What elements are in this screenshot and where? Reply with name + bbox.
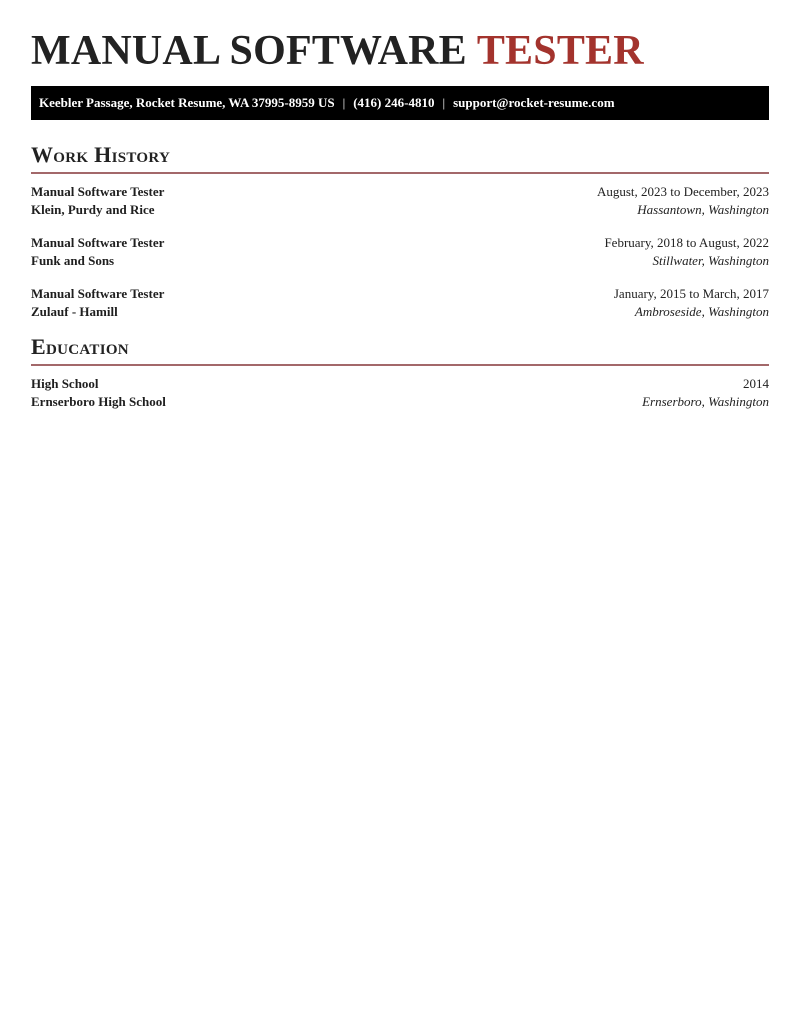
name-accent: TESTER (476, 28, 644, 74)
resume-name (31, 0, 769, 73)
job-company: Zulauf - Hamill (31, 303, 118, 319)
job-company: Klein, Purdy and Rice (31, 201, 155, 217)
education-degree: High School (31, 376, 99, 391)
job-dates: January, 2015 to March, 2017 (613, 286, 769, 301)
job-dates: August, 2023 to December, 2023 (596, 184, 769, 199)
contact-address: Keebler Passage, Rocket Resume, WA 37995-8959 US (39, 95, 335, 110)
work-entry (31, 183, 769, 218)
education-year: 2014 (743, 376, 769, 391)
contact-phone: (416) 246-4810 (353, 95, 435, 110)
resume-page (31, 0, 769, 410)
work-entry (31, 285, 769, 320)
education-entry (31, 375, 769, 410)
section-title-work-history: Work History (31, 142, 171, 167)
contact-email: support@rocket-resume.com (453, 95, 615, 110)
section-divider (31, 364, 769, 366)
work-history-list (31, 183, 769, 320)
job-position: Manual Software Tester (31, 286, 165, 301)
job-location: Stillwater, Washington (652, 252, 769, 268)
job-position: Manual Software Tester (31, 184, 165, 199)
contact-bar (31, 86, 769, 120)
name-main: MANUAL SOFTWARE (31, 28, 467, 74)
section-title-education: Education (31, 334, 129, 359)
work-entry (31, 234, 769, 269)
section-divider (31, 172, 769, 174)
job-location: Ambroseside, Washington (634, 303, 769, 319)
contact-separator: | (442, 95, 446, 110)
job-position: Manual Software Tester (31, 235, 165, 250)
job-company: Funk and Sons (31, 252, 115, 268)
education-school: Ernserboro High School (31, 393, 166, 409)
job-dates: February, 2018 to August, 2022 (604, 235, 769, 250)
job-location: Hassantown, Washington (637, 201, 769, 217)
education-location: Ernserboro, Washington (642, 393, 769, 409)
education-list (31, 375, 769, 410)
contact-separator: | (342, 95, 346, 110)
